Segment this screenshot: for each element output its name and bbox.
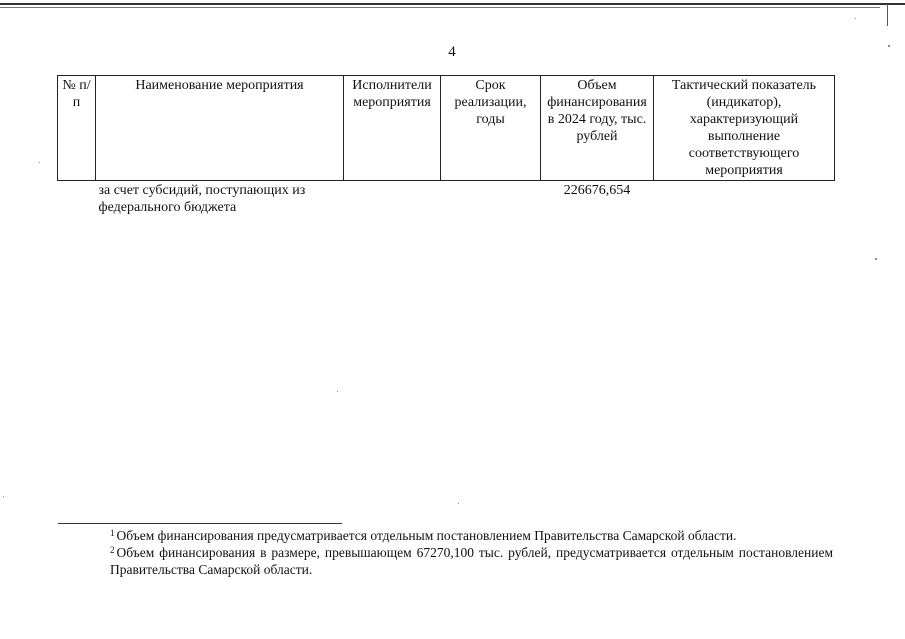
cell-term (441, 181, 541, 218)
cell-executors (344, 181, 441, 218)
scan-top-border (0, 3, 905, 5)
scan-speck (875, 258, 877, 260)
header-number: № п/п (58, 76, 96, 181)
footnotes (71, 527, 833, 578)
footnote-1-mark: 1 (110, 528, 115, 538)
table-header-row (58, 76, 835, 181)
scan-speck (458, 503, 459, 504)
scan-speck (337, 391, 338, 392)
footnote-1 (71, 527, 833, 544)
cell-indicator (654, 181, 835, 218)
scan-speck (855, 18, 856, 19)
scan-edge-mark (887, 4, 888, 26)
footnote-2-mark: 2 (110, 545, 115, 555)
cell-financing-amount: 226676,654 (563, 183, 631, 198)
header-term: Срок реализации, годы (441, 76, 541, 181)
header-financing: Объем финансирования в 2024 году, тыс. рублей (541, 76, 654, 181)
scan-top-border-thin (0, 7, 880, 8)
scan-speck (888, 45, 890, 47)
cell-measure-name: за счет субсидий, поступающих из федерального бюджета (98, 183, 306, 215)
header-executors: Исполнители мероприятия (344, 76, 441, 181)
cell-number (58, 181, 96, 218)
footnote-separator (58, 523, 342, 524)
table-row (58, 181, 835, 218)
measures-table (57, 75, 835, 217)
page-number: 4 (448, 44, 456, 60)
scan-speck (39, 162, 40, 163)
footnote-2-text: Объем финансирования в размере, превышающем 67270,100 тыс. рублей, предусматривается отдельным постановлением Правительства Самарской области. (110, 545, 833, 577)
footnote-2 (71, 544, 833, 578)
footnote-1-text: Объем финансирования предусматривается отдельным постановлением Правительства Самарской области. (116, 528, 737, 543)
header-measure-name: Наименование мероприятия (96, 76, 344, 181)
header-indicator: Тактический показатель (индикатор), характеризующий выполнение соответствующего мероприятия (654, 76, 835, 181)
scan-speck (3, 496, 4, 497)
